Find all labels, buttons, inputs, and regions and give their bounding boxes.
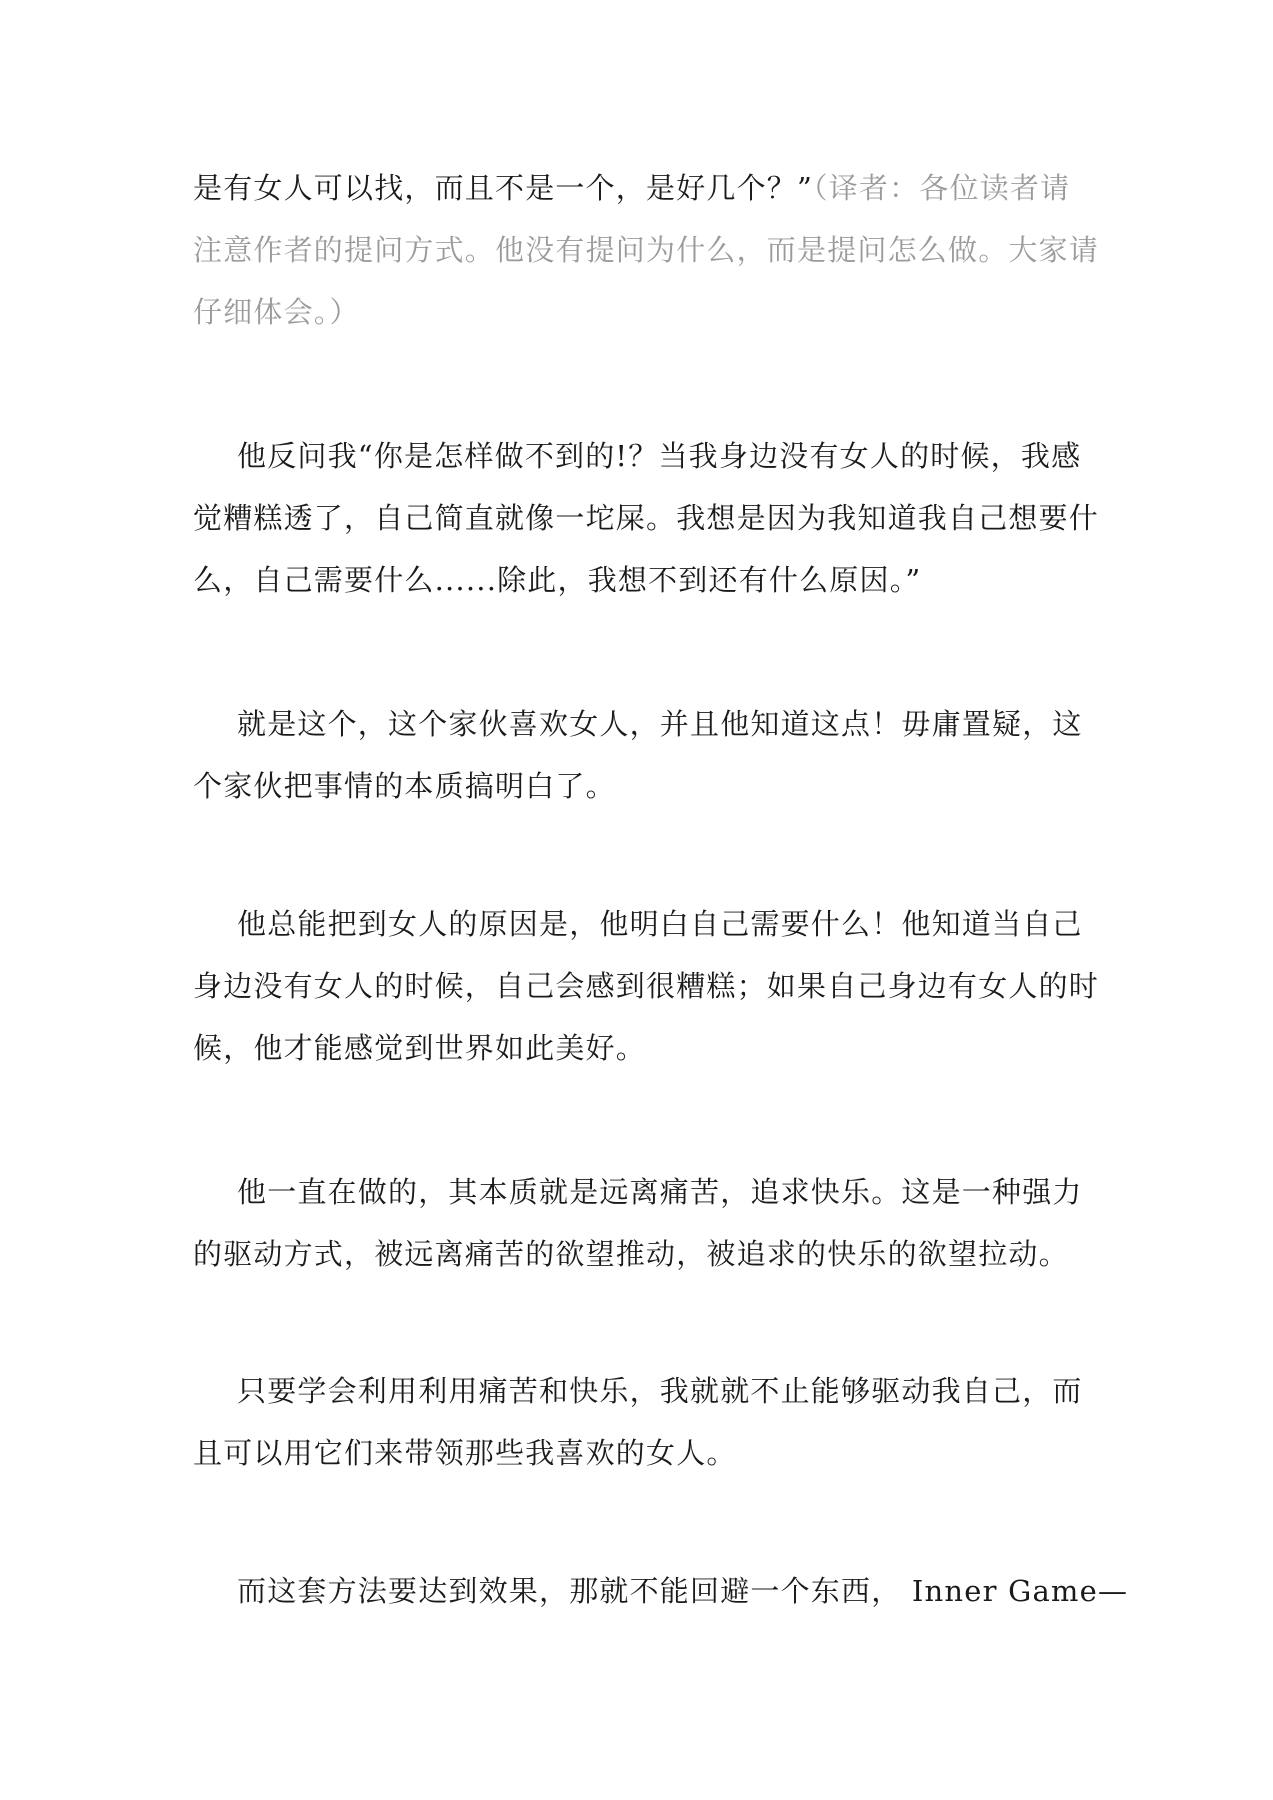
paragraph-line: 个家伙把事情的本质搞明白了。 [193,769,616,803]
paragraph-line: 就是这个，这个家伙喜欢女人，并且他知道这点！毋庸置疑，这 [237,707,1083,741]
paragraph-4 [193,893,1100,1079]
paragraph-7 [193,1560,1129,1622]
paragraph-line: 且可以用它们来带领那些我喜欢的女人。 [193,1436,737,1470]
paragraph-line: 他反问我“你是怎样做不到的!？当我身边没有女人的时候，我感 [237,439,1082,473]
paragraph-line: 身边没有女人的时候，自己会感到很糟糕；如果自己身边有女人的时 [193,969,1100,1003]
paragraph-line: 觉糟糕透了，自己简直就像一坨屎。我想是因为我知道我自己想要什 [193,501,1100,535]
paragraph-2 [193,425,1100,611]
paragraph-line: 候，他才能感觉到世界如此美好。 [193,1031,647,1065]
paragraph-5 [193,1161,1083,1285]
paragraph-3 [193,693,1083,817]
paragraph-6 [193,1360,1083,1484]
paragraph-line: 而这套方法要达到效果，那就不能回避一个东西， Inner Game— [237,1574,1129,1608]
translator-note: （译者：各位读者请 [813,171,1071,205]
paragraph-line: 是有女人可以找，而且不是一个，是好几个？”（译者：各位读者请 [193,171,1071,205]
paragraph-line: 他一直在做的，其本质就是远离痛苦，追求快乐。这是一种强力 [237,1175,1083,1209]
paragraph-1 [193,157,1100,343]
paragraph-line: 只要学会利用利用痛苦和快乐，我就就不止能够驱动我自己，而 [237,1374,1083,1408]
translator-note: 仔细体会。） [193,295,360,329]
translator-note: 注意作者的提问方式。他没有提问为什么，而是提问怎么做。大家请 [193,233,1100,267]
paragraph-line: 么，自己需要什么......除此，我想不到还有什么原因。” [193,563,922,597]
paragraph-line: 他总能把到女人的原因是，他明白自己需要什么！他知道当自己 [237,907,1083,941]
paragraph-line: 的驱动方式，被远离痛苦的欲望推动，被追求的快乐的欲望拉动。 [193,1237,1069,1271]
